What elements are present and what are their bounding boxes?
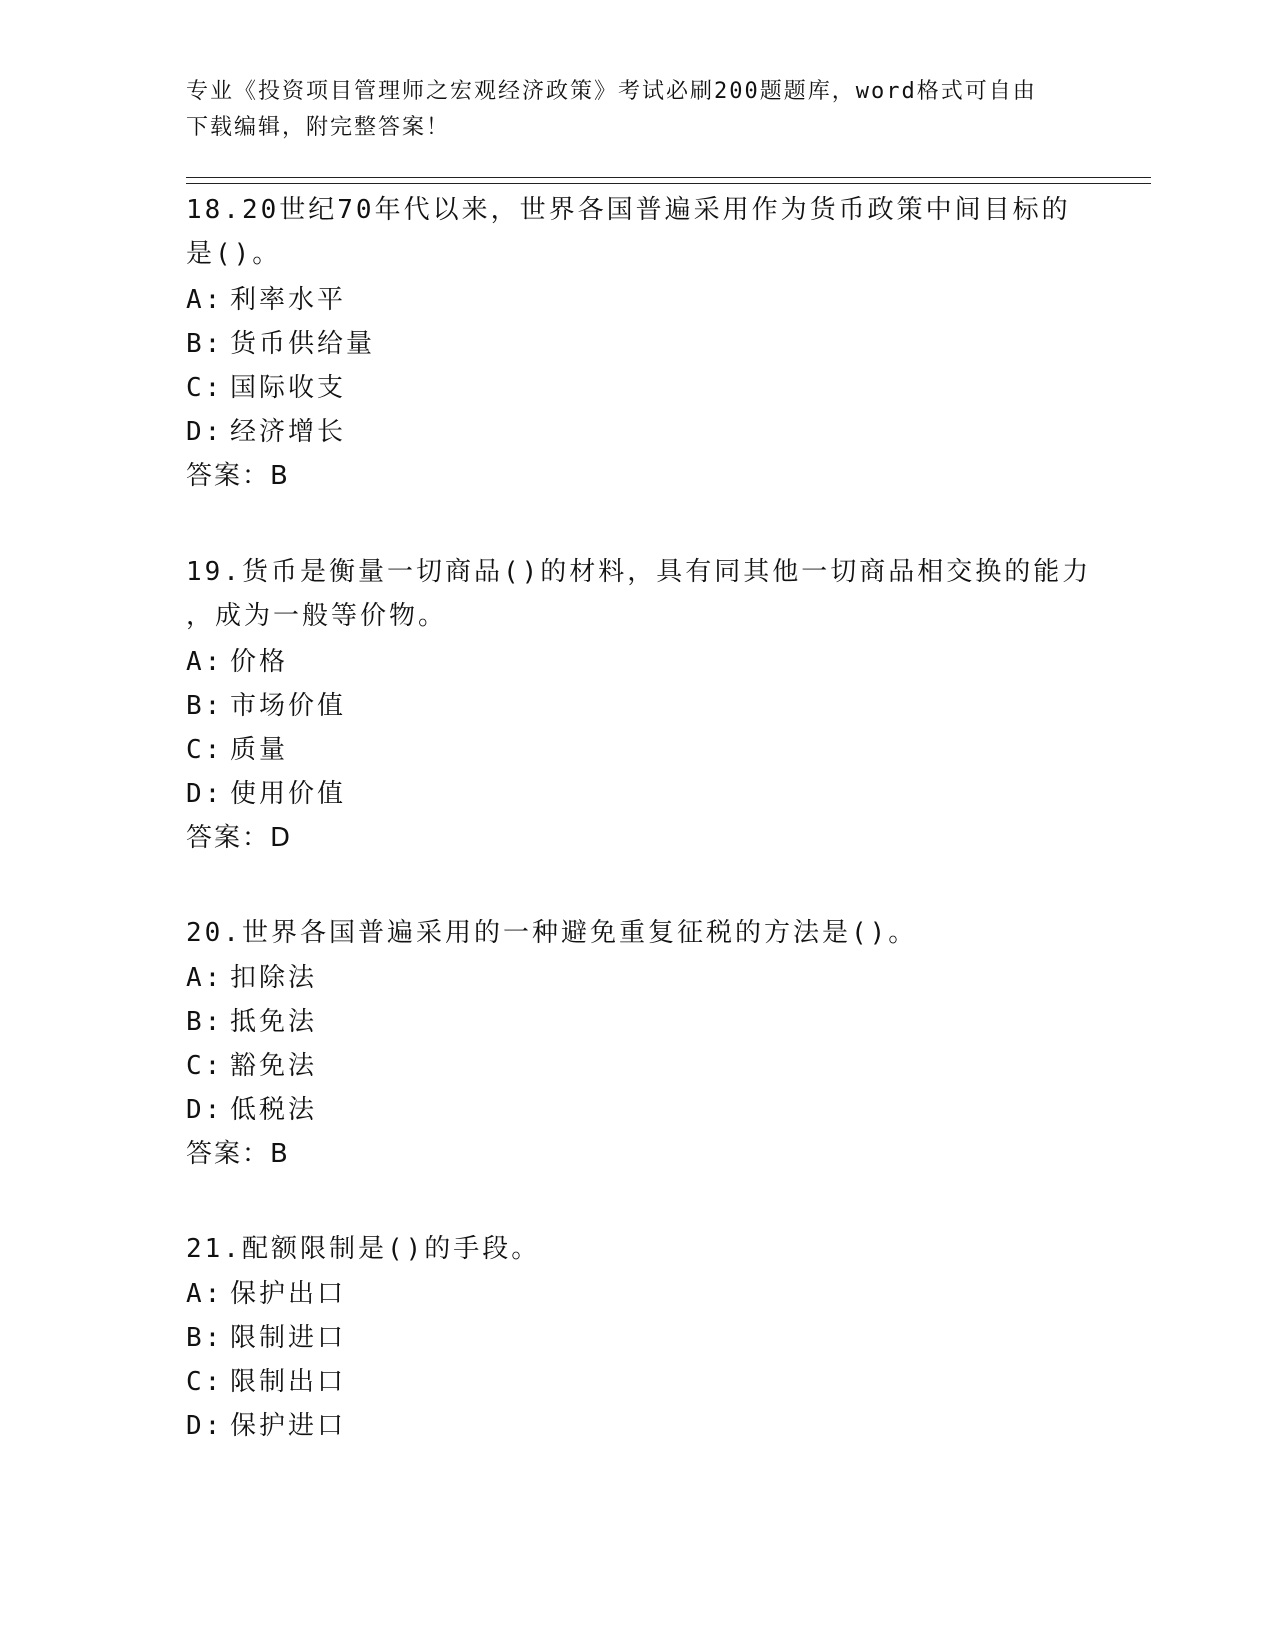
option-letter: B: [186, 1323, 224, 1353]
option-letter: D: [186, 1095, 224, 1125]
answer-label: 答案：B [186, 461, 290, 491]
option-text: 价格 [230, 647, 289, 677]
option-text: 货币供给量 [230, 329, 376, 359]
option-a [186, 962, 317, 994]
option-text: 国际收支 [230, 373, 347, 403]
option-letter: B: [186, 691, 224, 721]
option-text: 保护进口 [230, 1411, 347, 1441]
option-d [186, 778, 346, 810]
option-c [186, 734, 288, 766]
option-text: 经济增长 [230, 417, 347, 447]
option-text: 使用价值 [230, 779, 347, 809]
option-a [186, 646, 288, 678]
option-text: 质量 [230, 735, 289, 765]
option-letter: B: [186, 329, 224, 359]
option-b [186, 690, 346, 722]
option-d [186, 1410, 346, 1442]
question-stem: 19.货币是衡量一切商品()的材料，具有同其他一切商品相交换的能力 [186, 557, 1092, 587]
option-d [186, 1094, 317, 1126]
option-b [186, 328, 375, 360]
document-header [186, 74, 1066, 146]
option-letter: C: [186, 735, 224, 765]
option-letter: A: [186, 1279, 224, 1309]
option-c [186, 1366, 346, 1398]
answer-label: 答案：B [186, 1139, 290, 1169]
question-stem: 20.世界各国普遍采用的一种避免重复征税的方法是()。 [186, 918, 918, 948]
header-divider-top [186, 177, 1151, 178]
option-letter: C: [186, 373, 224, 403]
option-text: 豁免法 [230, 1051, 318, 1081]
question-stem: 18.20世纪70年代以来，世界各国普遍采用作为货币政策中间目标的 [186, 195, 1071, 225]
option-text: 利率水平 [230, 285, 347, 315]
question-stem-continued: ，成为一般等价物。 [186, 601, 448, 631]
option-a [186, 284, 346, 316]
option-letter: C: [186, 1051, 224, 1081]
option-letter: A: [186, 647, 224, 677]
option-letter: D: [186, 779, 224, 809]
option-letter: B: [186, 1007, 224, 1037]
option-letter: A: [186, 963, 224, 993]
option-a [186, 1278, 346, 1310]
header-line-1: 专业《投资项目管理师之宏观经济政策》考试必刷200题题库，word格式可自由 [186, 79, 1037, 104]
question-stem-continued: 是()。 [186, 239, 282, 269]
option-letter: A: [186, 285, 224, 315]
option-text: 保护出口 [230, 1279, 347, 1309]
option-text: 限制出口 [230, 1367, 347, 1397]
option-text: 限制进口 [230, 1323, 347, 1353]
answer-label: 答案：D [186, 823, 293, 853]
option-text: 市场价值 [230, 691, 347, 721]
header-line-2: 下载编辑，附完整答案！ [186, 115, 451, 140]
option-text: 扣除法 [230, 963, 318, 993]
header-divider-bottom [186, 183, 1151, 184]
option-letter: D: [186, 1411, 224, 1441]
option-letter: D: [186, 417, 224, 447]
option-c [186, 372, 346, 404]
option-text: 低税法 [230, 1095, 318, 1125]
question-stem: 21.配额限制是()的手段。 [186, 1234, 541, 1264]
option-d [186, 416, 346, 448]
option-c [186, 1050, 317, 1082]
option-b [186, 1006, 317, 1038]
option-text: 抵免法 [230, 1007, 318, 1037]
option-b [186, 1322, 346, 1354]
option-letter: C: [186, 1367, 224, 1397]
